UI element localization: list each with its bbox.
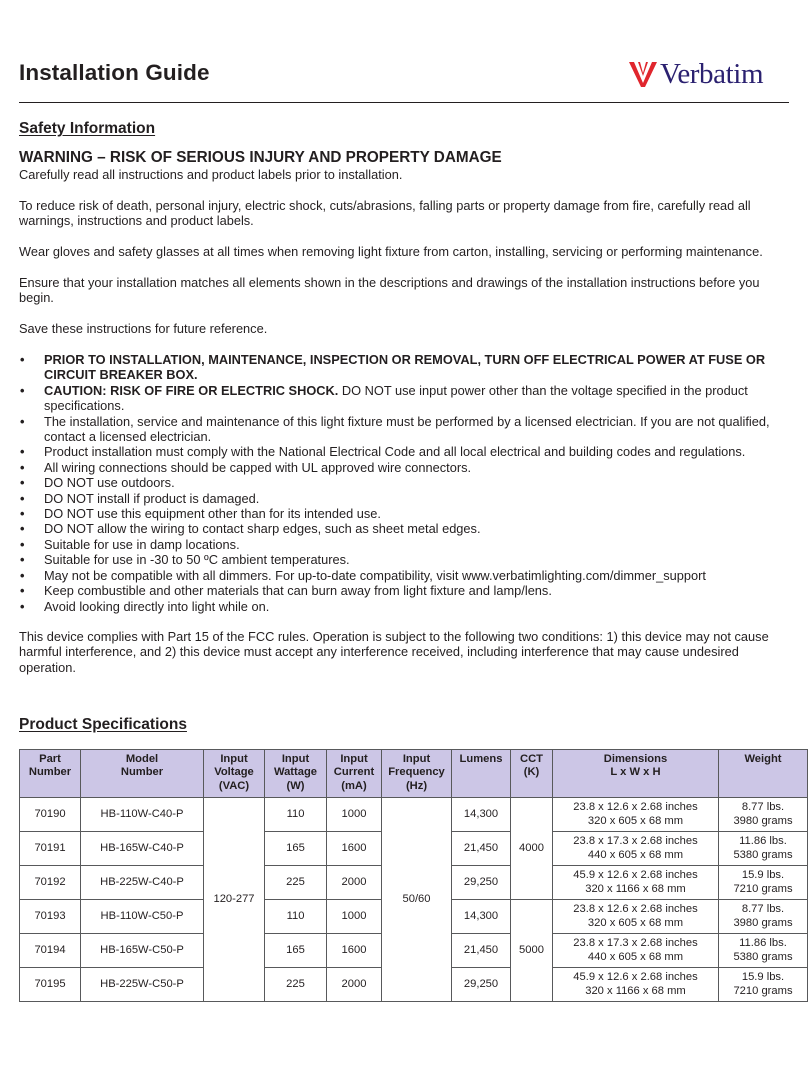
- table-cell: 29,250: [452, 968, 511, 1002]
- column-header: Dimensions L x W x H: [553, 750, 719, 798]
- table-cell: 1000: [327, 798, 382, 832]
- table-cell: 15.9 lbs. 7210 grams: [719, 866, 808, 900]
- header-divider: [19, 102, 789, 103]
- table-header-row: [20, 750, 808, 798]
- column-header: Model Number: [81, 750, 204, 798]
- brand-name: Verbatim: [660, 57, 764, 90]
- verbatim-v-icon: [629, 60, 657, 88]
- table-row: [20, 798, 808, 832]
- column-header: CCT (K): [511, 750, 553, 798]
- table-cell: 11.86 lbs. 5380 grams: [719, 832, 808, 866]
- table-cell: 165: [265, 832, 327, 866]
- paragraph: This device complies with Part 15 of the FCC rules. Operation is subject to the following two conditions: 1) this device may not cause harmful interference, and 2) this device must accept any interference received, including interference that may cause undesired operation.: [19, 629, 769, 675]
- table-cell: 110: [265, 798, 327, 832]
- table-cell: 23.8 x 12.6 x 2.68 inches 320 x 605 x 68 mm: [553, 900, 719, 934]
- list-item: • Product installation must comply with the National Electrical Code and all local electrical and building codes and regulations.: [19, 444, 791, 459]
- list-item: • All wiring connections should be capped with UL approved wire connectors.: [19, 460, 791, 475]
- table-cell: 23.8 x 17.3 x 2.68 inches 440 x 605 x 68 mm: [553, 934, 719, 968]
- table-cell: 70192: [20, 866, 81, 900]
- table-cell: 2000: [327, 968, 382, 1002]
- table-cell: HB-110W-C40-P: [81, 798, 204, 832]
- specs-heading: Product Specifications: [19, 716, 187, 733]
- list-item: • DO NOT use outdoors.: [19, 475, 791, 490]
- product-specs-table: [19, 749, 808, 1002]
- list-item: • The installation, service and maintenance of this light fixture must be performed by a licensed electrician. If you are not qualified, contact a licensed electrician.: [19, 414, 791, 445]
- table-cell: 14,300: [452, 798, 511, 832]
- fcc-statement: [19, 629, 791, 675]
- paragraph: Save these instructions for future reference.: [19, 321, 268, 336]
- table-cell: 70194: [20, 934, 81, 968]
- table-cell: HB-165W-C40-P: [81, 832, 204, 866]
- table-cell: 45.9 x 12.6 x 2.68 inches 320 x 1166 x 68 mm: [553, 866, 719, 900]
- list-item: • May not be compatible with all dimmers. For up-to-date compatibility, visit www.verbatimlighting.com/dimmer_support: [19, 568, 791, 583]
- table-cell: 29,250: [452, 866, 511, 900]
- page-title: Installation Guide: [19, 60, 210, 85]
- table-cell: 14,300: [452, 900, 511, 934]
- column-header: Input Frequency (Hz): [382, 750, 452, 798]
- table-cell: 225: [265, 968, 327, 1002]
- table-cell: 110: [265, 900, 327, 934]
- cct-cell: 5000: [511, 900, 553, 1002]
- table-cell: 70190: [20, 798, 81, 832]
- safety-intro: [19, 167, 791, 182]
- table-cell: 165: [265, 934, 327, 968]
- table-cell: 8.77 lbs. 3980 grams: [719, 798, 808, 832]
- column-header: Part Number: [20, 750, 81, 798]
- table-cell: 2000: [327, 866, 382, 900]
- voltage-cell: 120-277: [204, 798, 265, 1002]
- table-cell: 15.9 lbs. 7210 grams: [719, 968, 808, 1002]
- table-cell: 8.77 lbs. 3980 grams: [719, 900, 808, 934]
- paragraph: Carefully read all instructions and product labels prior to installation.: [19, 167, 403, 182]
- paragraph: Wear gloves and safety glasses at all times when removing light fixture from carton, installing, servicing or performing maintenance.: [19, 244, 763, 259]
- list-item: • Avoid looking directly into light while on.: [19, 599, 791, 614]
- column-header: Weight: [719, 750, 808, 798]
- warning-heading: WARNING – RISK OF SERIOUS INJURY AND PROPERTY DAMAGE: [19, 149, 502, 166]
- table-cell: 21,450: [452, 934, 511, 968]
- safety-paragraph: [19, 244, 791, 259]
- column-header: Input Current (mA): [327, 750, 382, 798]
- table-cell: 11.86 lbs. 5380 grams: [719, 934, 808, 968]
- list-item: • DO NOT use this equipment other than for its intended use.: [19, 506, 791, 521]
- safety-bullet-list: [19, 352, 791, 614]
- table-cell: HB-110W-C50-P: [81, 900, 204, 934]
- list-item: • DO NOT allow the wiring to contact sharp edges, such as sheet metal edges.: [19, 521, 791, 536]
- table-cell: HB-225W-C50-P: [81, 968, 204, 1002]
- table-cell: 70191: [20, 832, 81, 866]
- table-cell: 21,450: [452, 832, 511, 866]
- table-cell: 1000: [327, 900, 382, 934]
- table-cell: HB-165W-C50-P: [81, 934, 204, 968]
- safety-paragraph: [19, 275, 791, 306]
- column-header: Lumens: [452, 750, 511, 798]
- table-cell: 225: [265, 866, 327, 900]
- column-header: Input Voltage (VAC): [204, 750, 265, 798]
- table-cell: HB-225W-C40-P: [81, 866, 204, 900]
- frequency-cell: 50/60: [382, 798, 452, 1002]
- safety-paragraph: [19, 321, 791, 336]
- paragraph: To reduce risk of death, personal injury, electric shock, cuts/abrasions, falling parts or property damage from fire, carefully read all warnings, instructions and product labels.: [19, 198, 751, 229]
- verbatim-logo: [629, 56, 763, 92]
- table-cell: 1600: [327, 832, 382, 866]
- table-cell: 70195: [20, 968, 81, 1002]
- cct-cell: 4000: [511, 798, 553, 900]
- column-header: Input Wattage (W): [265, 750, 327, 798]
- list-item: • Suitable for use in damp locations.: [19, 537, 791, 552]
- list-item: • PRIOR TO INSTALLATION, MAINTENANCE, INSPECTION OR REMOVAL, TURN OFF ELECTRICAL POWER AT FUSE OR CIRCUIT BREAKER BOX.: [19, 352, 791, 383]
- table-cell: 23.8 x 12.6 x 2.68 inches 320 x 605 x 68 mm: [553, 798, 719, 832]
- table-cell: 23.8 x 17.3 x 2.68 inches 440 x 605 x 68 mm: [553, 832, 719, 866]
- safety-paragraph: [19, 198, 791, 229]
- list-item: • CAUTION: RISK OF FIRE OR ELECTRIC SHOCK. DO NOT use input power other than the voltage specified in the product specifications.: [19, 383, 791, 414]
- table-cell: 45.9 x 12.6 x 2.68 inches 320 x 1166 x 68 mm: [553, 968, 719, 1002]
- paragraph: Ensure that your installation matches all elements shown in the descriptions and drawings of the installation instructions before you begin.: [19, 275, 760, 306]
- list-item: • DO NOT install if product is damaged.: [19, 491, 791, 506]
- safety-heading: Safety Information: [19, 120, 156, 137]
- table-cell: 70193: [20, 900, 81, 934]
- list-item: • Suitable for use in -30 to 50 ºC ambient temperatures.: [19, 552, 791, 567]
- table-cell: 1600: [327, 934, 382, 968]
- list-item: • Keep combustible and other materials that can burn away from light fixture and lamp/lens.: [19, 583, 791, 598]
